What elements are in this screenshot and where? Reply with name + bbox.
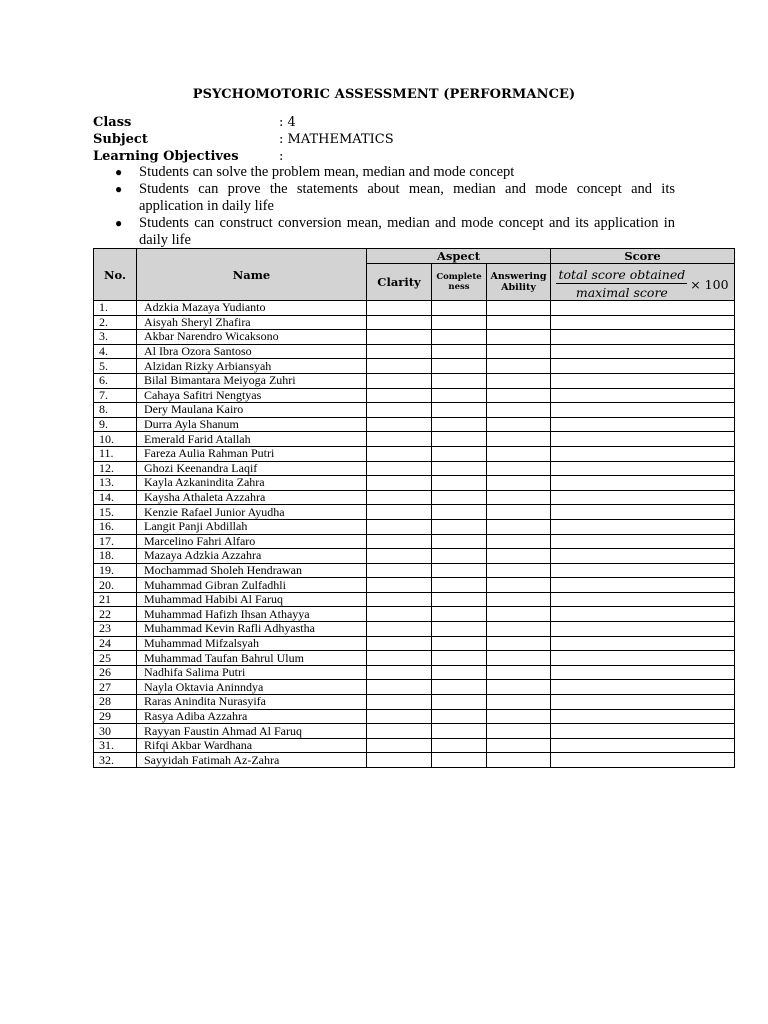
- completeness-cell: [432, 549, 487, 564]
- table-row: [94, 403, 735, 418]
- table-row: [94, 519, 735, 534]
- header-name: Name: [137, 249, 367, 301]
- completeness-cell: [432, 417, 487, 432]
- table-row: [94, 446, 735, 461]
- student-name: Raras Anindita Nurasyifa: [137, 695, 367, 710]
- table-row: [94, 607, 735, 622]
- answering-ability-cell: [487, 388, 551, 403]
- row-number: 7.: [94, 388, 137, 403]
- score-cell: [551, 344, 735, 359]
- answering-ability-cell: [487, 680, 551, 695]
- table-row: [94, 709, 735, 724]
- bullet-icon: ●: [115, 216, 123, 230]
- student-name: Kaysha Athaleta Azzahra: [137, 490, 367, 505]
- score-cell: [551, 680, 735, 695]
- student-name: Fareza Aulia Rahman Putri: [137, 446, 367, 461]
- clarity-cell: [367, 461, 432, 476]
- student-name: Aisyah Sheryl Zhafira: [137, 315, 367, 330]
- table-row: [94, 301, 735, 316]
- completeness-cell: [432, 403, 487, 418]
- score-cell: [551, 519, 735, 534]
- student-name: Kayla Azkanindita Zahra: [137, 476, 367, 491]
- answering-ability-cell: [487, 461, 551, 476]
- clarity-cell: [367, 432, 432, 447]
- header-aspect: Aspect: [367, 249, 551, 264]
- answering-ability-cell: [487, 301, 551, 316]
- clarity-cell: [367, 607, 432, 622]
- completeness-cell: [432, 651, 487, 666]
- row-number: 5.: [94, 359, 137, 374]
- row-number: 28: [94, 695, 137, 710]
- score-cell: [551, 578, 735, 593]
- student-name: Ghozi Keenandra Laqif: [137, 461, 367, 476]
- student-name: Rasya Adiba Azzahra: [137, 709, 367, 724]
- table-row: [94, 578, 735, 593]
- completeness-cell: [432, 461, 487, 476]
- score-cell: [551, 388, 735, 403]
- row-number: 18.: [94, 549, 137, 564]
- student-name: Nadhifa Salima Putri: [137, 665, 367, 680]
- row-number: 20.: [94, 578, 137, 593]
- table-row: [94, 665, 735, 680]
- clarity-cell: [367, 680, 432, 695]
- clarity-cell: [367, 724, 432, 739]
- completeness-cell: [432, 563, 487, 578]
- objective-item: [93, 215, 675, 249]
- student-name: Alzidan Rizky Arbiansyah: [137, 359, 367, 374]
- completeness-cell: [432, 709, 487, 724]
- score-cell: [551, 622, 735, 637]
- answering-ability-cell: [487, 330, 551, 345]
- objective-text: Students can solve the problem mean, median and mode concept: [139, 164, 515, 180]
- objectives-list: [93, 164, 675, 249]
- table-row: [94, 680, 735, 695]
- student-name: Dery Maulana Kairo: [137, 403, 367, 418]
- student-name: Rifqi Akbar Wardhana: [137, 738, 367, 753]
- row-number: 27: [94, 680, 137, 695]
- score-cell: [551, 301, 735, 316]
- subject-line: [93, 131, 394, 148]
- score-cell: [551, 563, 735, 578]
- row-number: 3.: [94, 330, 137, 345]
- completeness-cell: [432, 738, 487, 753]
- formula-multiplier: × 100: [690, 276, 729, 292]
- clarity-cell: [367, 301, 432, 316]
- student-name: Mazaya Adzkia Azzahra: [137, 549, 367, 564]
- clarity-cell: [367, 709, 432, 724]
- clarity-cell: [367, 476, 432, 491]
- completeness-cell: [432, 636, 487, 651]
- student-name: Rayyan Faustin Ahmad Al Faruq: [137, 724, 367, 739]
- score-cell: [551, 505, 735, 520]
- clarity-cell: [367, 417, 432, 432]
- row-number: 29: [94, 709, 137, 724]
- answering-ability-cell: [487, 695, 551, 710]
- score-cell: [551, 315, 735, 330]
- clarity-cell: [367, 446, 432, 461]
- row-number: 8.: [94, 403, 137, 418]
- row-number: 22: [94, 607, 137, 622]
- row-number: 26: [94, 665, 137, 680]
- completeness-cell: [432, 534, 487, 549]
- score-cell: [551, 592, 735, 607]
- table-row: [94, 534, 735, 549]
- student-name: Al Ibra Ozora Santoso: [137, 344, 367, 359]
- row-number: 21: [94, 592, 137, 607]
- assessment-table: [93, 248, 735, 768]
- score-cell: [551, 549, 735, 564]
- table-row: [94, 330, 735, 345]
- completeness-cell: [432, 622, 487, 637]
- completeness-cell: [432, 315, 487, 330]
- completeness-cell: [432, 388, 487, 403]
- table-row: [94, 344, 735, 359]
- completeness-cell: [432, 476, 487, 491]
- completeness-cell: [432, 607, 487, 622]
- score-cell: [551, 330, 735, 345]
- student-name: Muhammad Hafizh Ihsan Athayya: [137, 607, 367, 622]
- student-name: Langit Panji Abdillah: [137, 519, 367, 534]
- table-row: [94, 490, 735, 505]
- answering-ability-cell: [487, 432, 551, 447]
- score-cell: [551, 534, 735, 549]
- class-label: Class: [93, 115, 132, 130]
- row-number: 25: [94, 651, 137, 666]
- row-number: 15.: [94, 505, 137, 520]
- header-completeness: Complete ness: [432, 264, 487, 301]
- student-name: Sayyidah Fatimah Az-Zahra: [137, 753, 367, 768]
- answering-ability-cell: [487, 549, 551, 564]
- class-line: [93, 114, 296, 131]
- student-name: Durra Ayla Shanum: [137, 417, 367, 432]
- score-cell: [551, 709, 735, 724]
- row-number: 31.: [94, 738, 137, 753]
- clarity-cell: [367, 651, 432, 666]
- answering-ability-cell: [487, 578, 551, 593]
- score-cell: [551, 373, 735, 388]
- formula-denominator: maximal score: [575, 285, 668, 300]
- answering-ability-cell: [487, 403, 551, 418]
- answering-ability-cell: [487, 315, 551, 330]
- objectives-colon: :: [279, 149, 284, 164]
- answering-ability-cell: [487, 607, 551, 622]
- table-row: [94, 359, 735, 374]
- row-number: 30: [94, 724, 137, 739]
- table-row: [94, 724, 735, 739]
- score-cell: [551, 724, 735, 739]
- clarity-cell: [367, 636, 432, 651]
- row-number: 19.: [94, 563, 137, 578]
- student-name: Kenzie Rafael Junior Ayudha: [137, 505, 367, 520]
- table-row: [94, 695, 735, 710]
- row-number: 10.: [94, 432, 137, 447]
- table-body: [94, 301, 735, 768]
- subject-label: Subject: [93, 132, 148, 147]
- completeness-cell: [432, 344, 487, 359]
- score-cell: [551, 417, 735, 432]
- student-name: Cahaya Safitri Nengtyas: [137, 388, 367, 403]
- objective-text: Students can construct conversion mean, median and mode concept and its application in daily life: [139, 215, 675, 248]
- answering-ability-cell: [487, 592, 551, 607]
- answering-ability-cell: [487, 476, 551, 491]
- clarity-cell: [367, 373, 432, 388]
- completeness-cell: [432, 724, 487, 739]
- score-cell: [551, 403, 735, 418]
- clarity-cell: [367, 330, 432, 345]
- student-name: Bilal Bimantara Meiyoga Zuhri: [137, 373, 367, 388]
- student-name: Emerald Farid Atallah: [137, 432, 367, 447]
- clarity-cell: [367, 622, 432, 637]
- student-name: Muhammad Mifzalsyah: [137, 636, 367, 651]
- answering-ability-cell: [487, 651, 551, 666]
- row-number: 12.: [94, 461, 137, 476]
- answering-ability-cell: [487, 709, 551, 724]
- table-row: [94, 738, 735, 753]
- class-value: : 4: [279, 115, 296, 130]
- table-row: [94, 622, 735, 637]
- clarity-cell: [367, 519, 432, 534]
- table-row: [94, 636, 735, 651]
- score-cell: [551, 461, 735, 476]
- row-number: 1.: [94, 301, 137, 316]
- formula-fraction: [556, 268, 687, 300]
- row-number: 32.: [94, 753, 137, 768]
- row-number: 13.: [94, 476, 137, 491]
- row-number: 14.: [94, 490, 137, 505]
- table-row: [94, 315, 735, 330]
- score-cell: [551, 738, 735, 753]
- answering-ability-cell: [487, 490, 551, 505]
- student-name: Muhammad Kevin Rafli Adhyastha: [137, 622, 367, 637]
- score-cell: [551, 636, 735, 651]
- objective-item: [93, 181, 675, 215]
- bullet-icon: ●: [115, 182, 123, 196]
- score-cell: [551, 359, 735, 374]
- table-row: [94, 753, 735, 768]
- score-cell: [551, 432, 735, 447]
- header-score: Score: [551, 249, 735, 264]
- completeness-cell: [432, 695, 487, 710]
- score-cell: [551, 490, 735, 505]
- page-title: PSYCHOMOTORIC ASSESSMENT (PERFORMANCE): [192, 87, 576, 102]
- clarity-cell: [367, 534, 432, 549]
- table-row: [94, 432, 735, 447]
- completeness-cell: [432, 753, 487, 768]
- objectives-label: Learning Objectives: [93, 149, 239, 164]
- score-cell: [551, 651, 735, 666]
- row-number: 24: [94, 636, 137, 651]
- answering-ability-cell: [487, 622, 551, 637]
- table-row: [94, 651, 735, 666]
- completeness-cell: [432, 592, 487, 607]
- score-cell: [551, 607, 735, 622]
- clarity-cell: [367, 549, 432, 564]
- answering-ability-cell: [487, 344, 551, 359]
- completeness-cell: [432, 330, 487, 345]
- clarity-cell: [367, 359, 432, 374]
- score-cell: [551, 665, 735, 680]
- answering-ability-cell: [487, 563, 551, 578]
- student-name: Adzkia Mazaya Yudianto: [137, 301, 367, 316]
- answering-ability-cell: [487, 724, 551, 739]
- completeness-cell: [432, 301, 487, 316]
- clarity-cell: [367, 388, 432, 403]
- clarity-cell: [367, 578, 432, 593]
- completeness-cell: [432, 505, 487, 520]
- completeness-cell: [432, 490, 487, 505]
- table-row: [94, 476, 735, 491]
- row-number: 11.: [94, 446, 137, 461]
- objective-text: Students can prove the statements about mean, median and mode concept and its application in daily life: [139, 181, 675, 214]
- table-row: [94, 563, 735, 578]
- table-row: [94, 373, 735, 388]
- clarity-cell: [367, 592, 432, 607]
- answering-ability-cell: [487, 417, 551, 432]
- answering-ability-cell: [487, 505, 551, 520]
- row-number: 23: [94, 622, 137, 637]
- score-cell: [551, 476, 735, 491]
- clarity-cell: [367, 403, 432, 418]
- answering-ability-cell: [487, 738, 551, 753]
- table-row: [94, 549, 735, 564]
- header-answering-ability: Answering Ability: [487, 264, 551, 301]
- answering-ability-cell: [487, 665, 551, 680]
- completeness-cell: [432, 446, 487, 461]
- answering-ability-cell: [487, 534, 551, 549]
- answering-ability-cell: [487, 359, 551, 374]
- completeness-cell: [432, 680, 487, 695]
- completeness-cell: [432, 373, 487, 388]
- student-name: Muhammad Habibi Al Faruq: [137, 592, 367, 607]
- row-number: 2.: [94, 315, 137, 330]
- clarity-cell: [367, 665, 432, 680]
- header-clarity: Clarity: [367, 264, 432, 301]
- answering-ability-cell: [487, 519, 551, 534]
- row-number: 6.: [94, 373, 137, 388]
- clarity-cell: [367, 315, 432, 330]
- clarity-cell: [367, 695, 432, 710]
- completeness-cell: [432, 432, 487, 447]
- student-name: Muhammad Gibran Zulfadhli: [137, 578, 367, 593]
- clarity-cell: [367, 563, 432, 578]
- answering-ability-cell: [487, 636, 551, 651]
- bullet-icon: ●: [115, 165, 123, 179]
- table-row: [94, 388, 735, 403]
- clarity-cell: [367, 753, 432, 768]
- score-cell: [551, 753, 735, 768]
- score-cell: [551, 695, 735, 710]
- completeness-cell: [432, 578, 487, 593]
- student-name: Mochammad Sholeh Hendrawan: [137, 563, 367, 578]
- score-cell: [551, 446, 735, 461]
- completeness-cell: [432, 359, 487, 374]
- subject-value: : MATHEMATICS: [279, 132, 394, 147]
- answering-ability-cell: [487, 446, 551, 461]
- answering-ability-cell: [487, 753, 551, 768]
- header-score-formula: [551, 264, 735, 301]
- header-no: No.: [94, 249, 137, 301]
- student-name: Nayla Oktavia Aninndya: [137, 680, 367, 695]
- row-number: 4.: [94, 344, 137, 359]
- completeness-cell: [432, 665, 487, 680]
- row-number: 17.: [94, 534, 137, 549]
- table-row: [94, 505, 735, 520]
- objective-item: [93, 164, 675, 181]
- table-row: [94, 417, 735, 432]
- student-name: Akbar Narendro Wicaksono: [137, 330, 367, 345]
- table-row: [94, 592, 735, 607]
- clarity-cell: [367, 505, 432, 520]
- objectives-line: [93, 148, 283, 165]
- formula-numerator: total score obtained: [558, 267, 686, 282]
- clarity-cell: [367, 738, 432, 753]
- score-formula: [556, 268, 728, 300]
- answering-ability-cell: [487, 373, 551, 388]
- row-number: 16.: [94, 519, 137, 534]
- clarity-cell: [367, 490, 432, 505]
- student-name: Muhammad Taufan Bahrul Ulum: [137, 651, 367, 666]
- row-number: 9.: [94, 417, 137, 432]
- clarity-cell: [367, 344, 432, 359]
- table-row: [94, 461, 735, 476]
- student-name: Marcelino Fahri Alfaro: [137, 534, 367, 549]
- completeness-cell: [432, 519, 487, 534]
